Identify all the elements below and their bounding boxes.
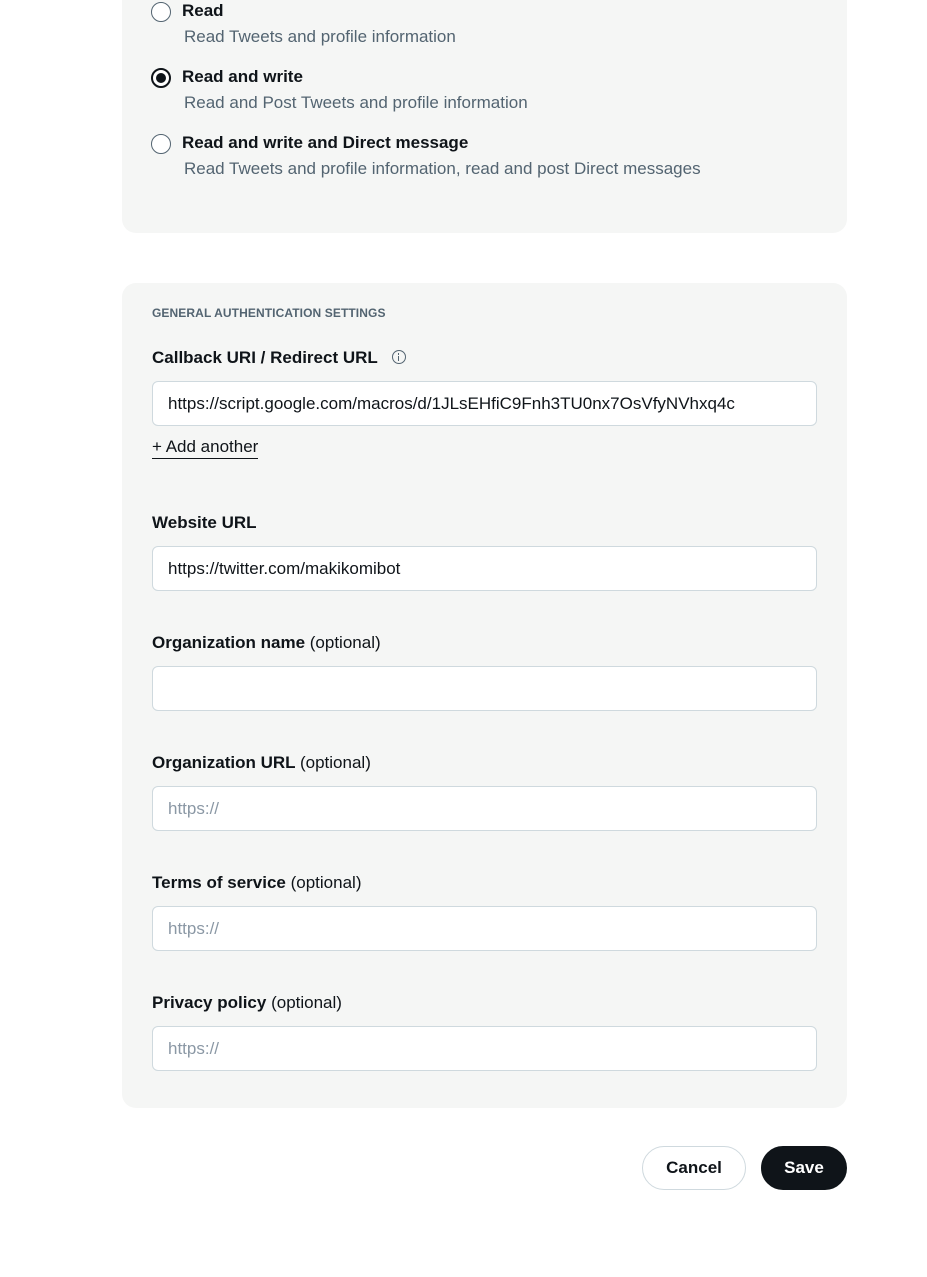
radio-read-write-dm[interactable] xyxy=(151,134,171,154)
privacy-policy-input[interactable]: https:// xyxy=(152,1026,817,1071)
label-text: Organization name xyxy=(152,633,306,652)
terms-of-service-input[interactable]: https:// xyxy=(152,906,817,951)
terms-of-service-label xyxy=(152,873,361,893)
permission-label: Read xyxy=(182,1,224,20)
organization-url-label xyxy=(152,753,371,773)
organization-url-input[interactable]: https:// xyxy=(152,786,817,831)
app-permissions-card xyxy=(122,0,847,233)
callback-url-input[interactable]: https://script.google.com/macros/d/1JLsEHfiC9Fnh3TU0nx7OsVfyNVhxq4c xyxy=(152,381,817,426)
label-text: Privacy policy xyxy=(152,993,267,1012)
permission-label: Read and write xyxy=(182,67,303,86)
website-url-input[interactable]: https://twitter.com/makikomibot xyxy=(152,546,817,591)
radio-read-write[interactable] xyxy=(151,68,171,88)
callback-url-label-text: Callback URI / Redirect URL xyxy=(152,348,378,367)
section-heading: GENERAL AUTHENTICATION SETTINGS xyxy=(152,306,386,320)
radio-read[interactable] xyxy=(151,2,171,22)
permission-description: Read Tweets and profile information, read and post Direct messages xyxy=(184,159,701,178)
website-url-label: Website URL xyxy=(152,513,257,532)
organization-name-label xyxy=(152,633,381,653)
add-another-link[interactable]: + Add another xyxy=(152,437,258,459)
privacy-policy-label xyxy=(152,993,342,1013)
cancel-button[interactable]: Cancel xyxy=(642,1146,746,1190)
optional-tag: (optional) xyxy=(290,873,362,892)
organization-name-input[interactable] xyxy=(152,666,817,711)
optional-tag: (optional) xyxy=(271,993,342,1012)
auth-settings-card xyxy=(122,283,847,1108)
label-text: Terms of service xyxy=(152,873,286,892)
callback-url-label xyxy=(152,348,406,368)
permission-description: Read Tweets and profile information xyxy=(184,27,456,46)
optional-tag: (optional) xyxy=(309,633,381,652)
info-icon[interactable] xyxy=(392,350,406,364)
optional-tag: (optional) xyxy=(299,753,371,772)
permission-label: Read and write and Direct message xyxy=(182,133,469,152)
label-text: Organization URL xyxy=(152,753,296,772)
permission-description: Read and Post Tweets and profile information xyxy=(184,93,528,112)
save-button[interactable]: Save xyxy=(761,1146,847,1190)
